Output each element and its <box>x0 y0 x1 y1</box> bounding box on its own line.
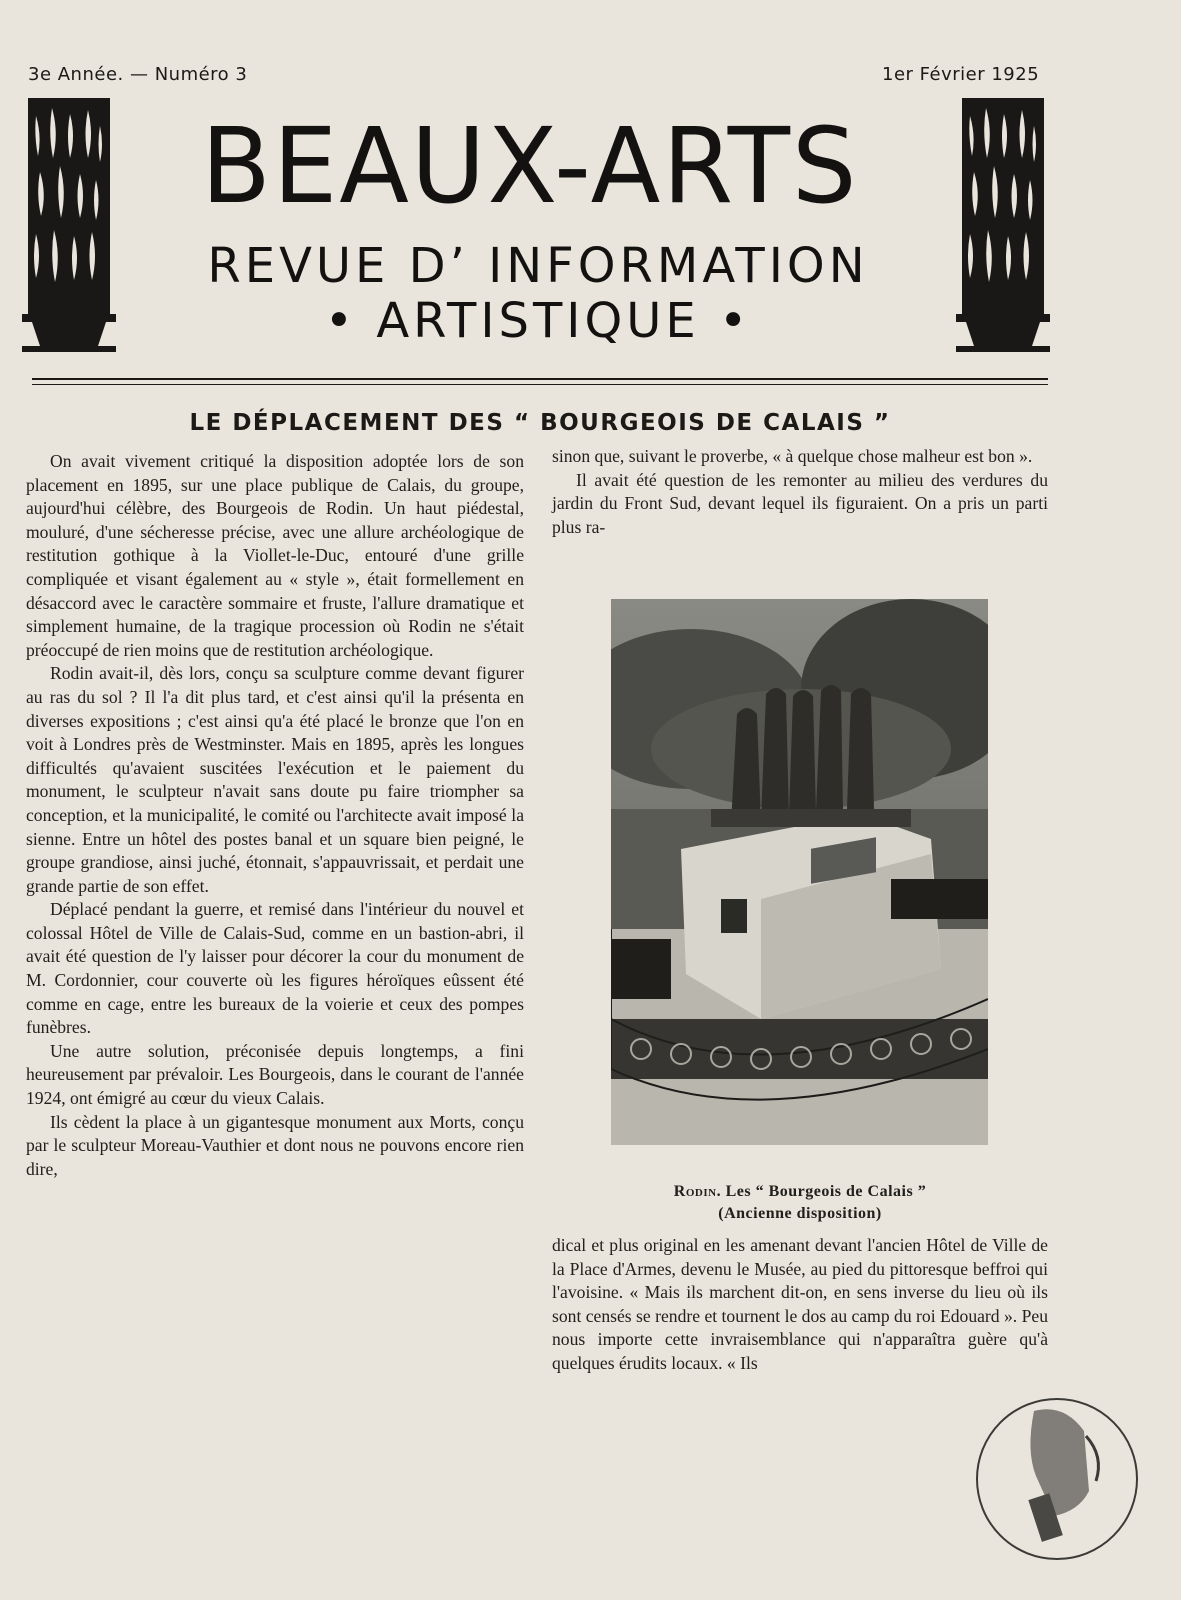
issue-date: 1er Février 1925 <box>882 64 1040 85</box>
library-stamp-hand-icon <box>974 1396 1140 1562</box>
sculpture-photograph <box>611 599 988 1145</box>
paragraph: Ils cèdent la place à un gigantesque monument aux Morts, conçu par le sculpteur Moreau-Vauthier et dont nous ne pouvons encore rien dire, <box>26 1111 524 1179</box>
paragraph: Rodin avait-il, dès lors, conçu sa sculpture comme devant figurer au ras du sol ? Il l'a dit plus tard, et c'est ainsi qu'il la présenta en diverses expositions ; c'est ainsi qu'a été placé le bronze que l'on en voit à Londres près de Westminster. Mais en 1895, après les longues difficultés qu'avaient suscitées l'exécution et le paiement du monument, le sculpteur n'avait sans doute pu faire triompher sa conception, et la municipalité, le comité ou l'architecte avait imposé la sienne. Entre un hôtel des postes banal et un square bien peigné, le groupe grandiose, ainsi juché, étonnait, s'appauvrissait, et perdait une grande partie de son effet. <box>26 663 524 896</box>
caption-line-1 <box>552 1181 1048 1203</box>
paragraph: sinon que, suivant le proverbe, « à quelque chose malheur est bon ». <box>552 446 1033 466</box>
caption-line-2: (Ancienne disposition) <box>718 1205 882 1222</box>
paragraph: Déplacé pendant la guerre, et remisé dans l'intérieur du nouvel et colossal Hôtel de Ville de Calais-Sud, comme en un bastion-abri, il avait été question de l'y laisser pour décorer la cour du monument de M. Cordonnier, cour couverte où les figures héroïques eûssent été comme en cage, entre les bureaux de la voierie et ceux des pompes funèbres. <box>26 899 524 1038</box>
article-column-left <box>26 450 524 1181</box>
article-column-right-top <box>552 445 1048 539</box>
masthead-rule-thin <box>32 384 1048 385</box>
magazine-title: BEAUX-ARTS <box>200 105 859 227</box>
paragraph: Une autre solution, préconisée depuis longtemps, a fini heureusement par prévaloir. Les Bourgeois, dans le courant de l'année 1924, ont émigré au cœur du vieux Calais. <box>26 1040 524 1109</box>
paragraph: dical et plus original en les amenant devant l'ancien Hôtel de Ville de la Place d'Armes, devenu le Musée, au pied du pittoresque beffroi qui l'avoisine. « Mais ils marchent dit-on, en sens inverse du lieu où ils sont censés se rendre et tournent le dos au camp du roi Edouard ». Peu nous importe cette invraisemblance qui n'apparaîtra guère qu'à quelques érudits locaux. « Ils <box>552 1235 1048 1373</box>
article-headline: LE DÉPLACEMENT DES “ BOURGEOIS DE CALAIS ” <box>189 410 891 436</box>
paragraph: On avait vivement critiqué la disposition adoptée lors de son placement en 1895, sur une place publique de Calais, du groupe, aujourd'hui célèbre, des Bourgeois de Rodin. Un haut piédestal, mouluré, d'une sécheresse précise, avec une allure archéologique de restitution gothique à la Viollet-le-Duc, entouré d'une grille compliquée et visant également au « style », était formellement en désaccord avec le caractère sommaire et fruste, l'allure dramatique et simplement humaine, de la tragique procession où Rodin ne s'était préoccupé de rien moins que de restitution archéologique. <box>26 451 524 660</box>
issue-number: 3e Année. — Numéro 3 <box>28 64 248 85</box>
photo-caption <box>552 1181 1048 1225</box>
masthead-rule <box>32 378 1048 380</box>
caption-author: Rodin <box>673 1183 717 1200</box>
article-column-right-bottom <box>552 1234 1048 1376</box>
laurel-column-icon <box>956 96 1050 356</box>
magazine-subtitle: REVUE D’ INFORMATION <box>207 238 869 294</box>
paragraph: Il avait été question de les remonter au milieu des verdures du jardin du Front Sud, devant lequel ils figuraient. On a pris un parti plus ra- <box>552 469 1048 537</box>
magazine-subtitle-artistique: • ARTISTIQUE • <box>324 293 752 349</box>
laurel-column-icon <box>22 96 116 356</box>
caption-title: . Les “ Bourgeois de Calais ” <box>716 1183 927 1200</box>
